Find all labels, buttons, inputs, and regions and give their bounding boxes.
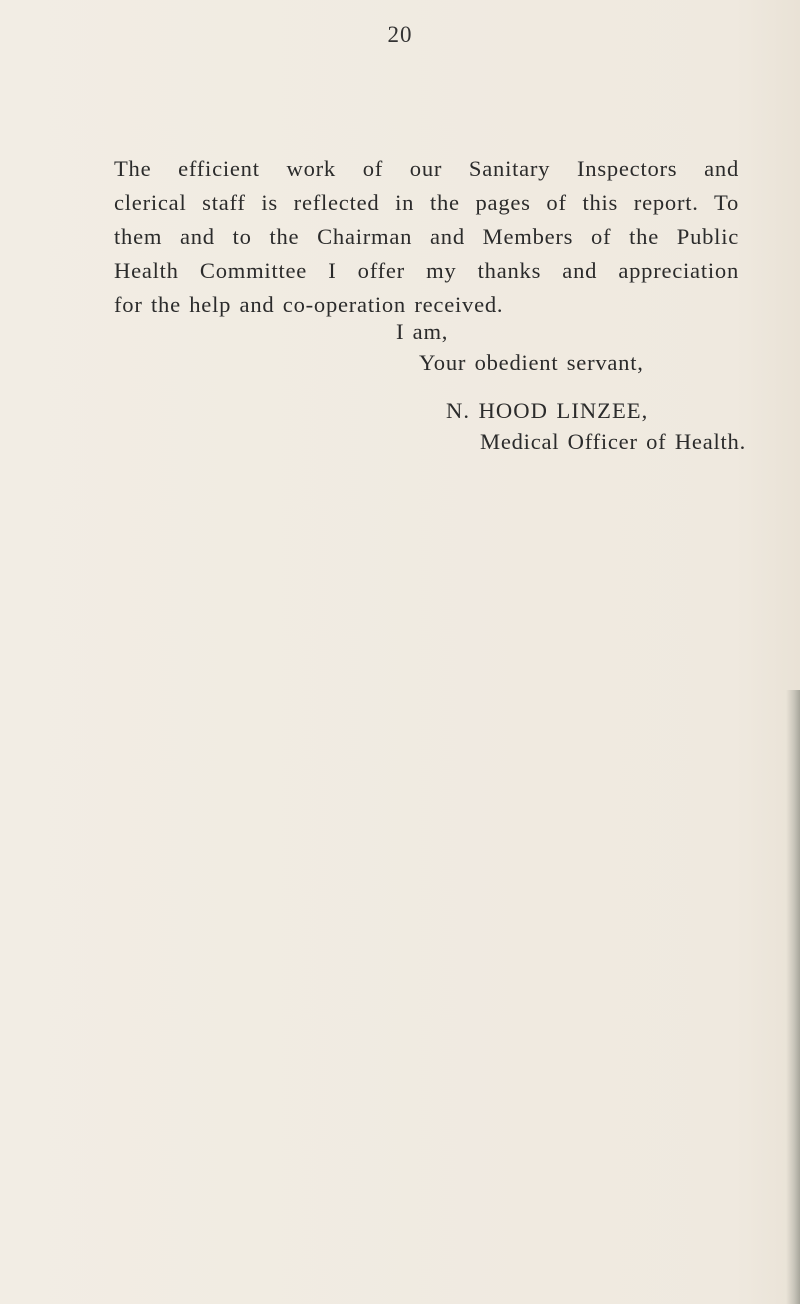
body-paragraph — [114, 152, 739, 322]
closing-valediction: Your obedient servant, — [419, 350, 644, 375]
paragraph-line: clerical staff is reflected in the pages of this report. To — [114, 190, 739, 215]
closing-salutation: I am, — [396, 319, 449, 344]
signatory-name: N. HOOD LINZEE, — [446, 398, 649, 423]
paragraph-line: them and to the Chairman and Members of the Public — [114, 224, 739, 249]
paragraph-line: for the help and co-operation received. — [114, 292, 504, 317]
paragraph-line: The efficient work of our Sanitary Inspectors and — [114, 156, 739, 181]
page-edge-shadow — [786, 690, 800, 1304]
signatory-title: Medical Officer of Health. — [480, 429, 746, 454]
page-number: 20 — [387, 22, 413, 47]
paragraph-line: Health Committee I offer my thanks and appreciation — [114, 258, 739, 283]
